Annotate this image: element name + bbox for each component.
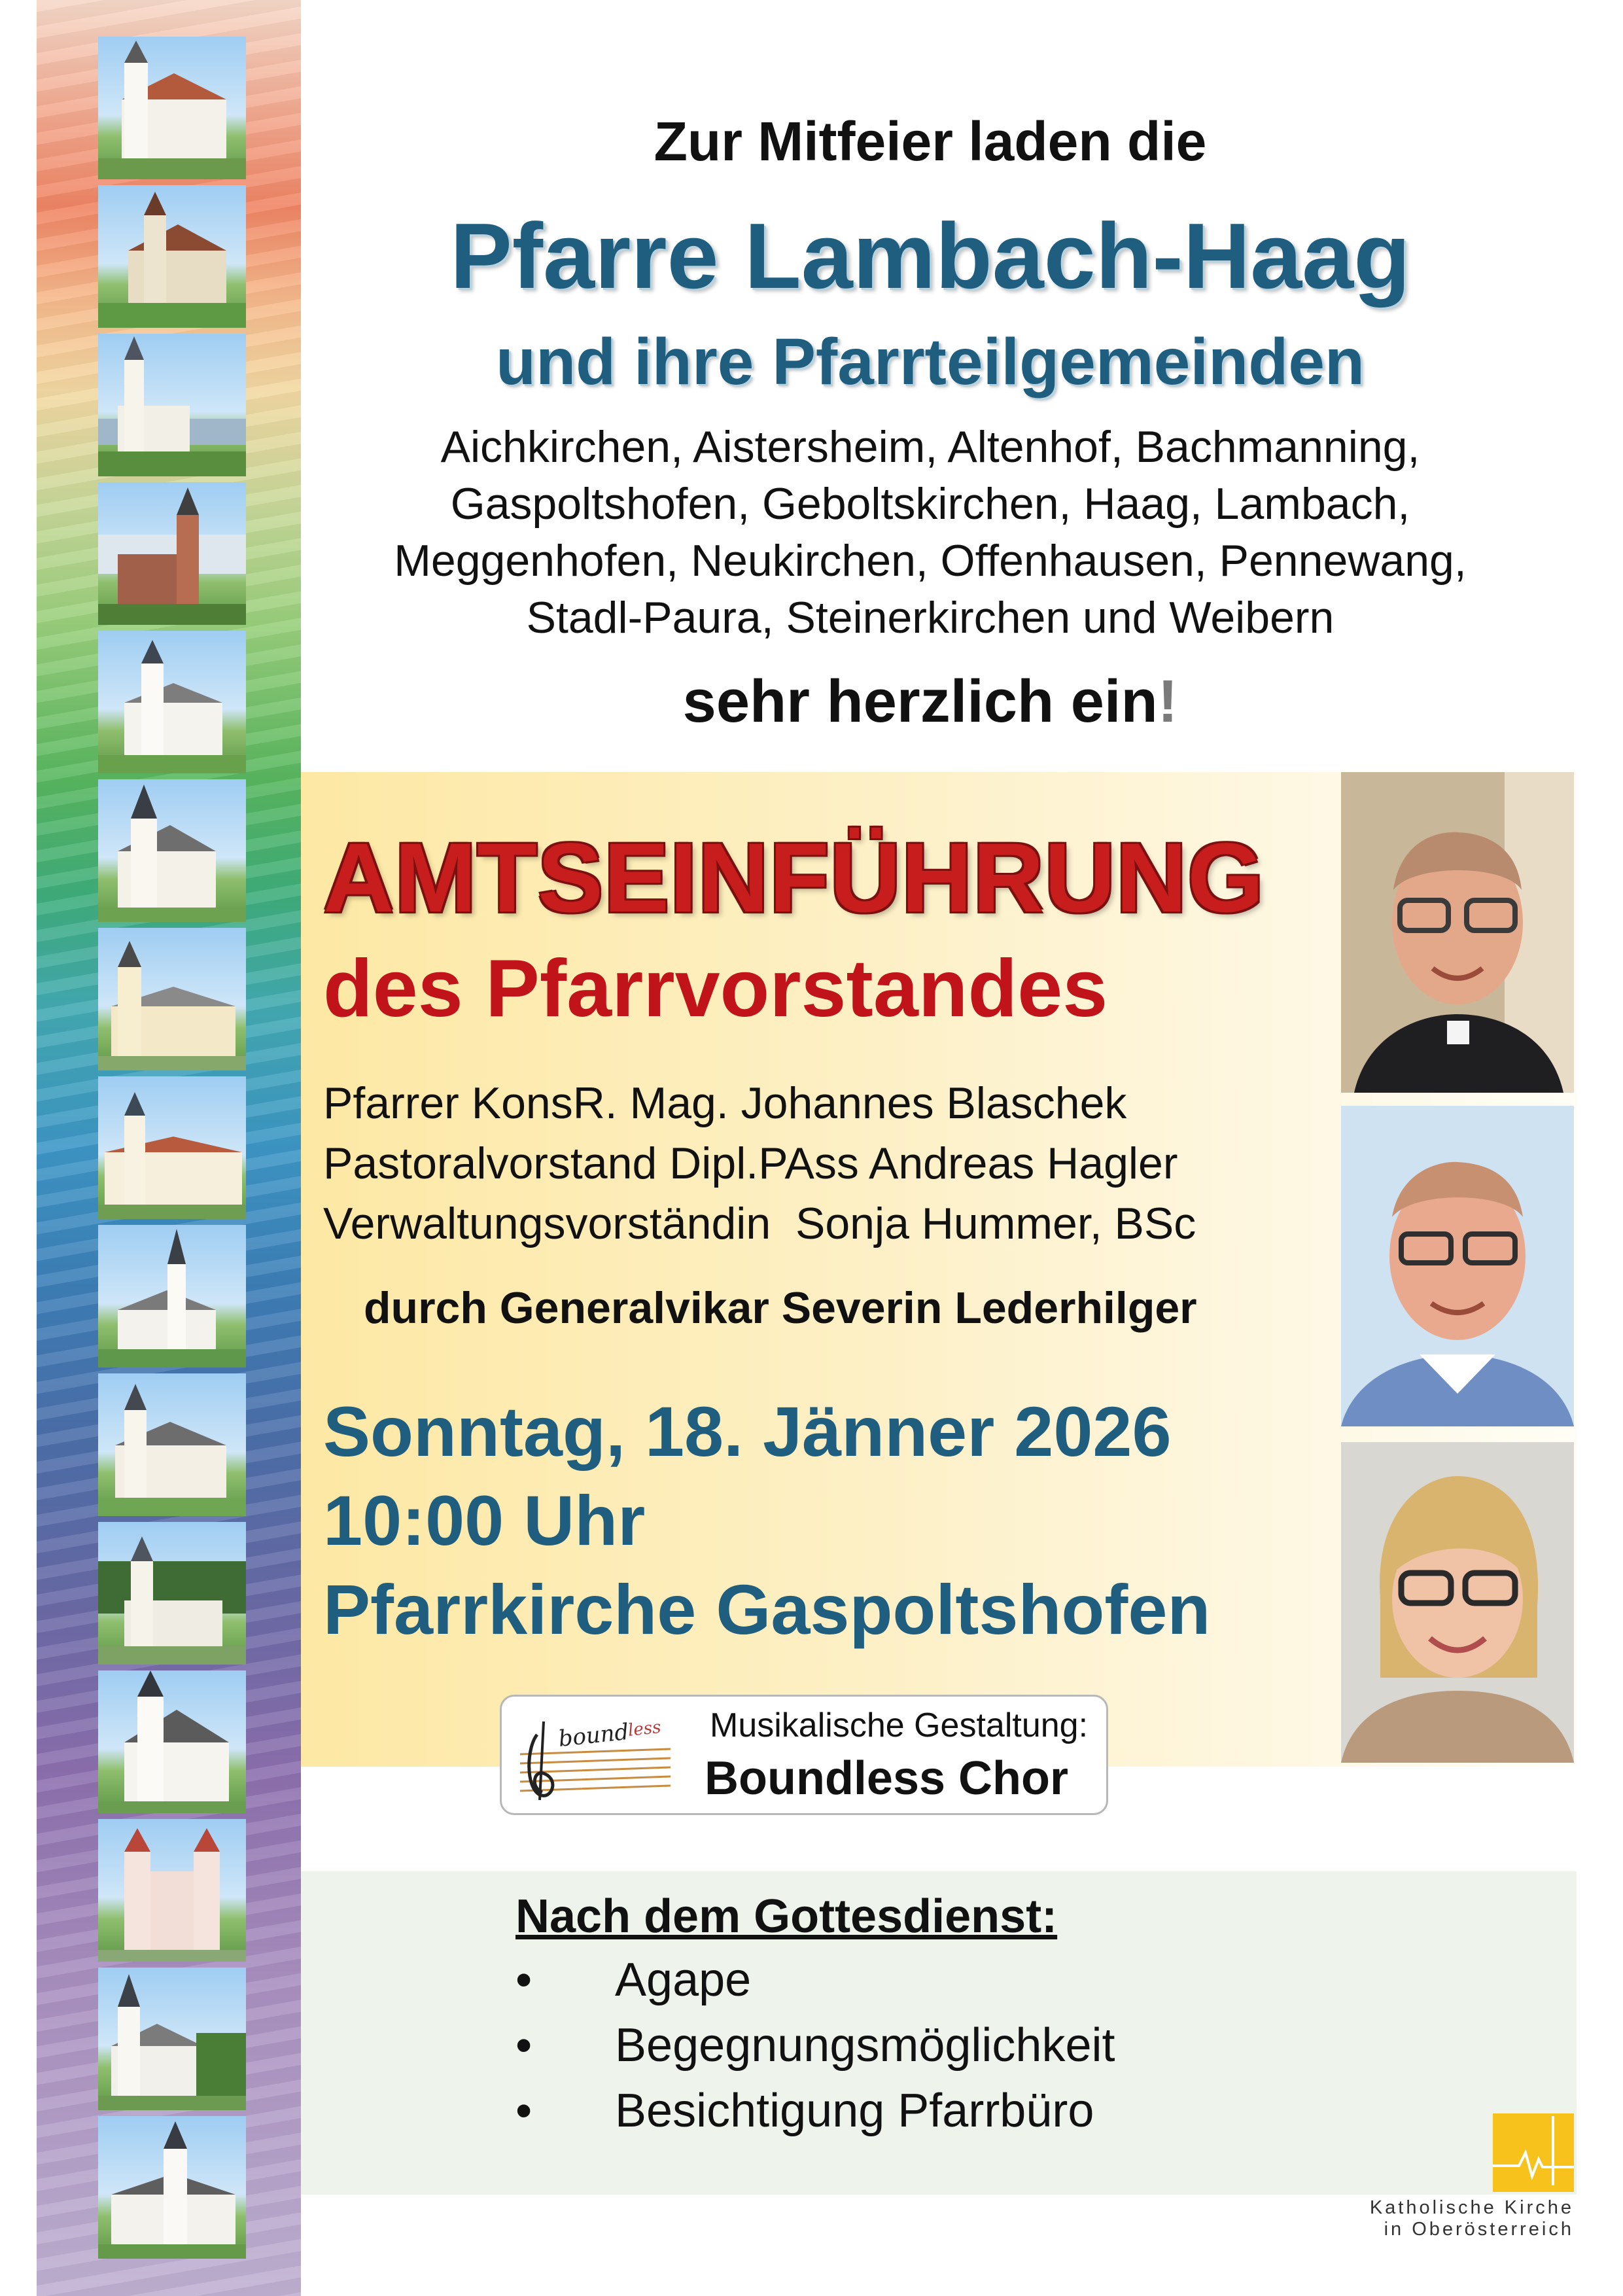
church-photo-column: [98, 37, 246, 2296]
organization-name: [1263, 2197, 1574, 2240]
list-item-label: Besichtigung Pfarrbüro: [615, 2085, 1094, 2137]
church-photo: [98, 2116, 246, 2259]
parish-subtitle: und ihre Pfarrteilgemeinden: [495, 325, 1365, 398]
communities-line: Gaspoltshofen, Geboltskirchen, Haag, Lambach,: [450, 479, 1410, 529]
church-photo: [98, 185, 246, 328]
people-list: [323, 1073, 1196, 1254]
portrait-photo: [1341, 1106, 1574, 1426]
church-photo: [98, 334, 246, 476]
bullet: •: [515, 1954, 532, 2006]
katholische-kirche-logo: [1493, 2113, 1574, 2192]
intro-text: Zur Mitfeier laden die: [654, 111, 1207, 172]
church-photo: [98, 631, 246, 773]
portrait-photo: [1341, 772, 1574, 1093]
organization-line: in Oberösterreich: [1384, 2219, 1574, 2240]
church-photo: [98, 1522, 246, 1665]
event-title: AMTSEINFÜHRUNG: [323, 822, 1265, 932]
event-time: 10:00 Uhr: [323, 1481, 646, 1560]
communities-list: [301, 419, 1560, 646]
welcome-words: sehr herzlich ein: [682, 668, 1158, 735]
church-photo: [98, 1373, 246, 1516]
list-item-label: Agape: [615, 1954, 752, 2006]
list-item: [515, 2013, 1115, 2078]
celebrant-text: durch Generalvikar Severin Lederhilger: [364, 1283, 1197, 1333]
after-service-heading: Nach dem Gottesdienst:: [515, 1890, 1058, 1943]
portrait-photo: [1341, 1442, 1574, 1763]
welcome-mark: !: [1157, 668, 1178, 735]
list-item: [515, 1947, 1115, 2013]
boundless-logo: [514, 1708, 677, 1807]
music-label: Musikalische Gestaltung:: [710, 1706, 1089, 1744]
person-line: Pastoralvorstand Dipl.PAss Andreas Hagler: [323, 1139, 1178, 1188]
svg-text:bound: bound: [557, 1718, 631, 1752]
bullet: •: [515, 2085, 532, 2137]
church-photo: [98, 1670, 246, 1813]
church-photo: [98, 1819, 246, 1962]
parish-name: Pfarre Lambach-Haag: [450, 204, 1410, 308]
event-location: Pfarrkirche Gaspoltshofen: [323, 1570, 1211, 1649]
welcome-text: [301, 667, 1560, 736]
list-item-label: Begegnungsmöglichkeit: [615, 2019, 1115, 2072]
communities-line: Stadl-Paura, Steinerkirchen und Weibern: [526, 593, 1335, 643]
after-service-list: [515, 1947, 1115, 2144]
church-photo: [98, 779, 246, 922]
organization-line: Katholische Kirche: [1369, 2197, 1574, 2218]
event-details: [323, 1387, 1210, 1654]
choir-name: Boundless Chor: [705, 1752, 1069, 1805]
church-photo: [98, 37, 246, 179]
church-photo: [98, 482, 246, 625]
church-photo: [98, 1968, 246, 2110]
event-date: Sonntag, 18. Jänner 2026: [323, 1392, 1172, 1471]
communities-line: Meggenhofen, Neukirchen, Offenhausen, Pennewang,: [394, 536, 1467, 586]
music-box: [500, 1695, 1108, 1815]
communities-line: Aichkirchen, Aistersheim, Altenhof, Bachmanning,: [440, 422, 1420, 472]
person-line: Pfarrer KonsR. Mag. Johannes Blaschek: [323, 1078, 1127, 1128]
church-photo: [98, 1225, 246, 1368]
svg-text:less: less: [627, 1717, 662, 1740]
church-photo: [98, 1076, 246, 1219]
bullet: •: [515, 2019, 532, 2072]
person-line: Verwaltungsvorständin Sonja Hummer, BSc: [323, 1199, 1196, 1248]
event-subtitle: des Pfarrvorstandes: [323, 944, 1108, 1034]
church-photo: [98, 928, 246, 1070]
list-item: [515, 2078, 1115, 2144]
